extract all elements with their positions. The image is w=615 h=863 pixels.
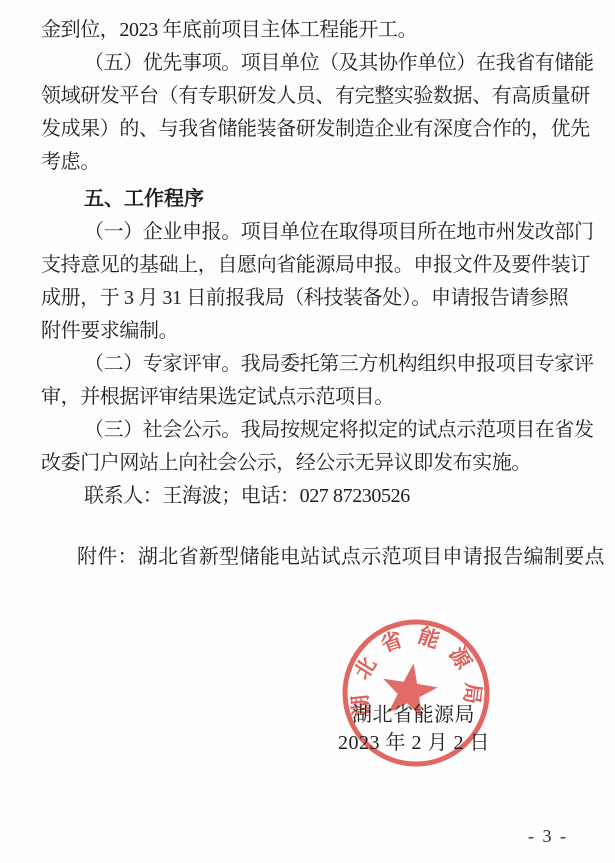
document-line: （五）优先事项。项目单位（及其协作单位）在我省有储能 xyxy=(84,52,594,74)
document-line: （三）社会公示。我局按规定将拟定的试点示范项目在省发 xyxy=(84,419,594,441)
document-line: 支持意见的基础上，自愿向省能源局申报。申报文件及要件装订 xyxy=(41,254,590,276)
document-line: 考虑。 xyxy=(41,151,100,173)
signature-org: 湖北省能源局 xyxy=(352,704,475,726)
attachment-line: 附件：湖北省新型储能电站试点示范项目申请报告编制要点 xyxy=(77,546,605,568)
document-body xyxy=(41,14,594,513)
document-line: 金到位，2023 年底前项目主体工程能开工。 xyxy=(41,19,418,41)
document-line: 附件要求编制。 xyxy=(41,320,179,342)
document-line: 审，并根据评审结果选定试点示范项目。 xyxy=(41,386,394,408)
document-line: 成册，于 3 月 31 日前报我局（科技装备处）。申请报告请参照 xyxy=(41,287,569,309)
document-line: 发成果）的、与我省储能装备研发制造企业有深度合作的，优先 xyxy=(41,118,590,140)
document-line: 改委门户网站上向社会公示，经公示无异议即发布实施。 xyxy=(41,452,531,474)
page-number: - 3 - xyxy=(528,826,568,846)
signature-date: 2023 年 2 月 2 日 xyxy=(338,732,490,754)
seal-text: 湖北省能源局 xyxy=(346,623,486,718)
document-line: （二）专家评审。我局委托第三方机构组织申报项目专家评 xyxy=(84,353,594,375)
contact-line: 联系人：王海波；电话：027 87230526 xyxy=(84,485,410,507)
section-heading: 五、工作程序 xyxy=(84,188,204,210)
document-line: （一）企业申报。项目单位在取得项目所在地市州发改部门 xyxy=(84,221,594,243)
document-line: 领域研发平台（有专职研发人员、有完整实验数据、有高质量研 xyxy=(41,85,590,107)
